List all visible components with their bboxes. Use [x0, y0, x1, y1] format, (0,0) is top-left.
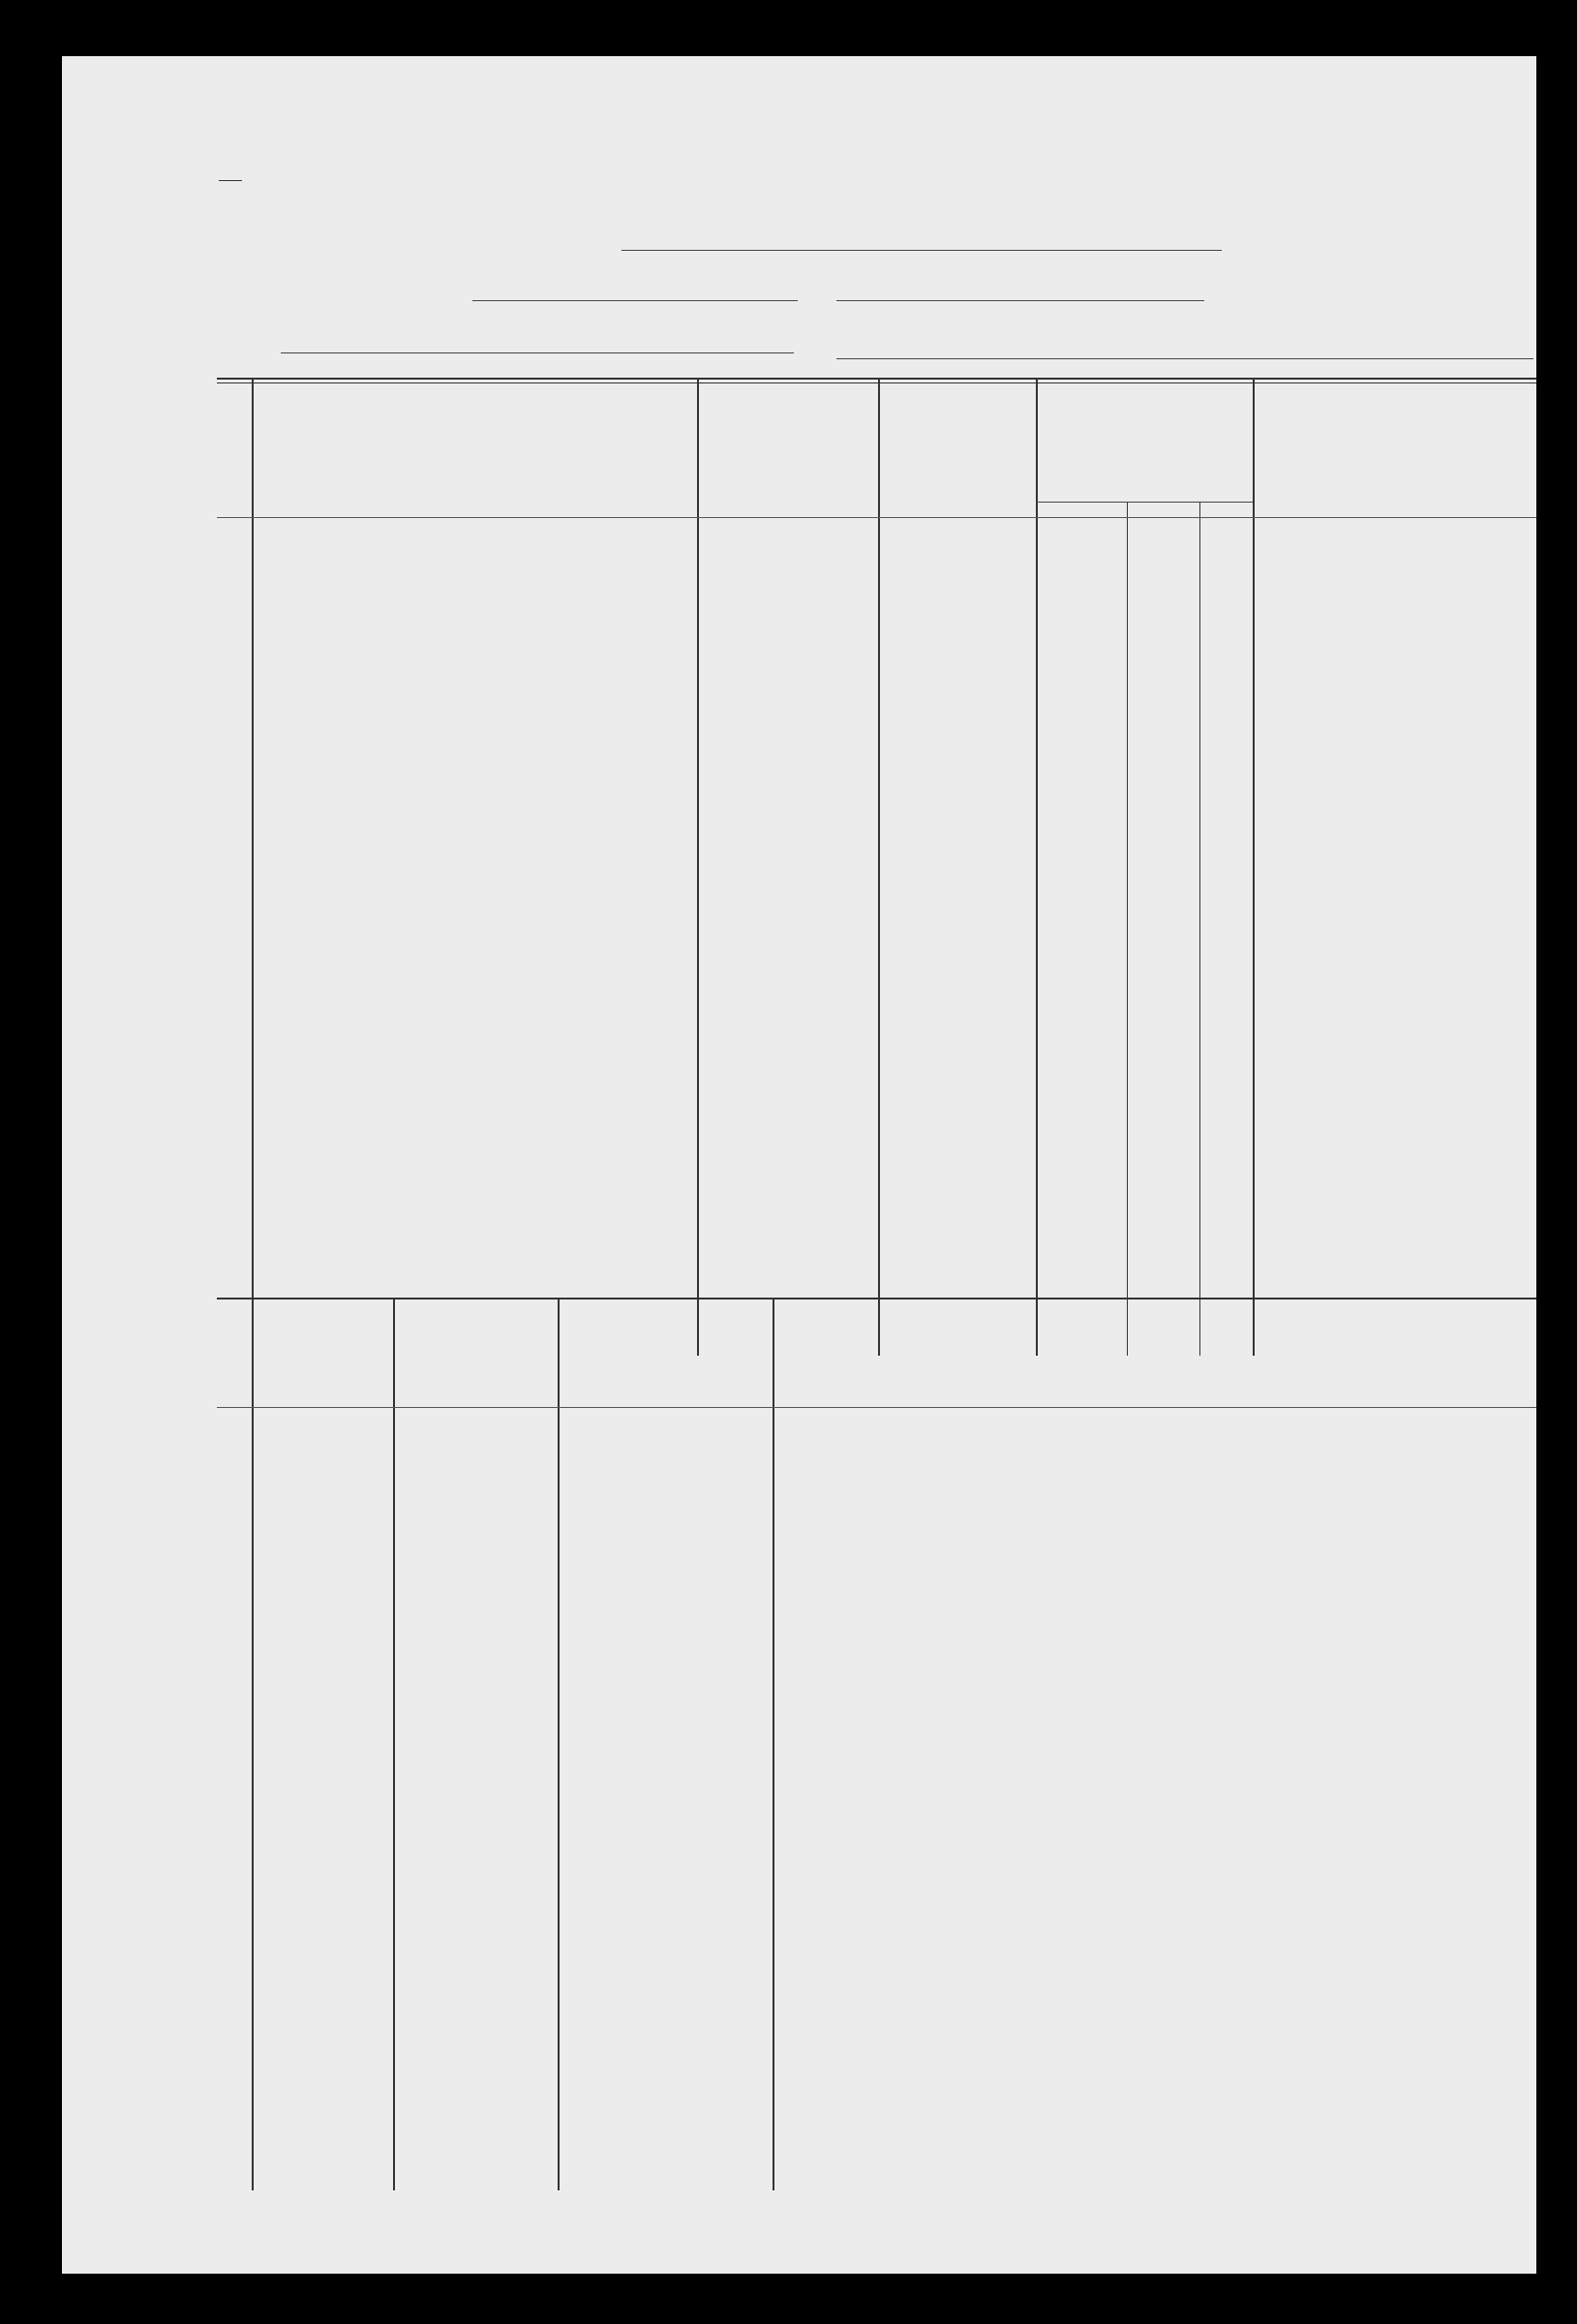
status-changes-table	[62, 56, 1536, 2274]
form-sheet	[62, 56, 1536, 2274]
